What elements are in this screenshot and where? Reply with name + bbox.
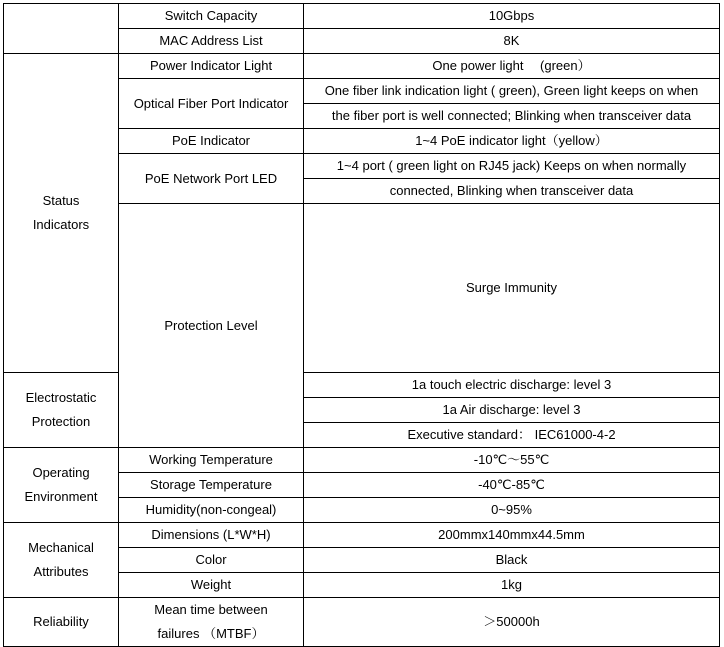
row-value: 1~4 PoE indicator light（yellow） bbox=[304, 129, 720, 154]
row-value: One power light (green） bbox=[304, 54, 720, 79]
row-label: PoE Network Port LED bbox=[119, 154, 304, 204]
row-value: Executive standard： IEC61000-4-2 bbox=[304, 423, 720, 448]
row-value: 0~95% bbox=[304, 498, 720, 523]
label-line: Mean time between bbox=[154, 602, 268, 617]
row-label: Power Indicator Light bbox=[119, 54, 304, 79]
row-value: 1kg bbox=[304, 573, 720, 598]
table-row bbox=[4, 373, 720, 398]
row-label bbox=[119, 598, 304, 647]
table-row bbox=[4, 4, 720, 29]
row-label: Dimensions (L*W*H) bbox=[119, 523, 304, 548]
category-line: Operating bbox=[32, 465, 90, 480]
row-value: 1a touch electric discharge: level 3 bbox=[304, 373, 720, 398]
row-label: Humidity(non-congeal) bbox=[119, 498, 304, 523]
row-label: Color bbox=[119, 548, 304, 573]
row-value: 8K bbox=[304, 29, 720, 54]
row-label: Working Temperature bbox=[119, 448, 304, 473]
row-value: 1a Air discharge: level 3 bbox=[304, 398, 720, 423]
row-label: Surge Immunity bbox=[304, 204, 720, 373]
label-line: failures （MTBF） bbox=[157, 626, 265, 641]
row-value: ＞50000h bbox=[304, 598, 720, 647]
table-row bbox=[4, 598, 720, 647]
row-label: Electrostatic Protection bbox=[4, 373, 119, 448]
category-line: Mechanical bbox=[28, 540, 94, 555]
row-label: Switch Capacity bbox=[119, 4, 304, 29]
row-value: One fiber link indication light ( green), Green light keeps on when bbox=[304, 79, 720, 104]
category-protection-level: Protection Level bbox=[119, 204, 304, 448]
spec-table bbox=[3, 3, 720, 647]
category-line: Environment bbox=[24, 489, 98, 504]
table-row bbox=[4, 523, 720, 548]
category-line: Indicators bbox=[32, 217, 90, 232]
row-label: Storage Temperature bbox=[119, 473, 304, 498]
row-value: -10℃～55℃ bbox=[304, 448, 720, 473]
category-blank bbox=[4, 4, 119, 54]
row-label: Optical Fiber Port Indicator bbox=[119, 79, 304, 129]
table-row bbox=[4, 448, 720, 473]
row-value: Black bbox=[304, 548, 720, 573]
row-label: Weight bbox=[119, 573, 304, 598]
category-line: Attributes bbox=[33, 564, 89, 579]
category-reliability: Reliability bbox=[4, 598, 119, 647]
table-row bbox=[4, 54, 720, 79]
category-line: Status bbox=[42, 193, 80, 208]
row-value: -40℃-85℃ bbox=[304, 473, 720, 498]
row-value: 200mmx140mmx44.5mm bbox=[304, 523, 720, 548]
row-label: MAC Address List bbox=[119, 29, 304, 54]
row-value: 10Gbps bbox=[304, 4, 720, 29]
category-mechanical-attributes bbox=[4, 523, 119, 598]
category-status-indicators bbox=[4, 54, 119, 373]
row-value: 1~4 port ( green light on RJ45 jack) Keeps on when normally bbox=[304, 154, 720, 179]
row-label: PoE Indicator bbox=[119, 129, 304, 154]
row-value: connected, Blinking when transceiver data bbox=[304, 179, 720, 204]
category-operating-environment bbox=[4, 448, 119, 523]
row-value: the fiber port is well connected; Blinking when transceiver data bbox=[304, 104, 720, 129]
